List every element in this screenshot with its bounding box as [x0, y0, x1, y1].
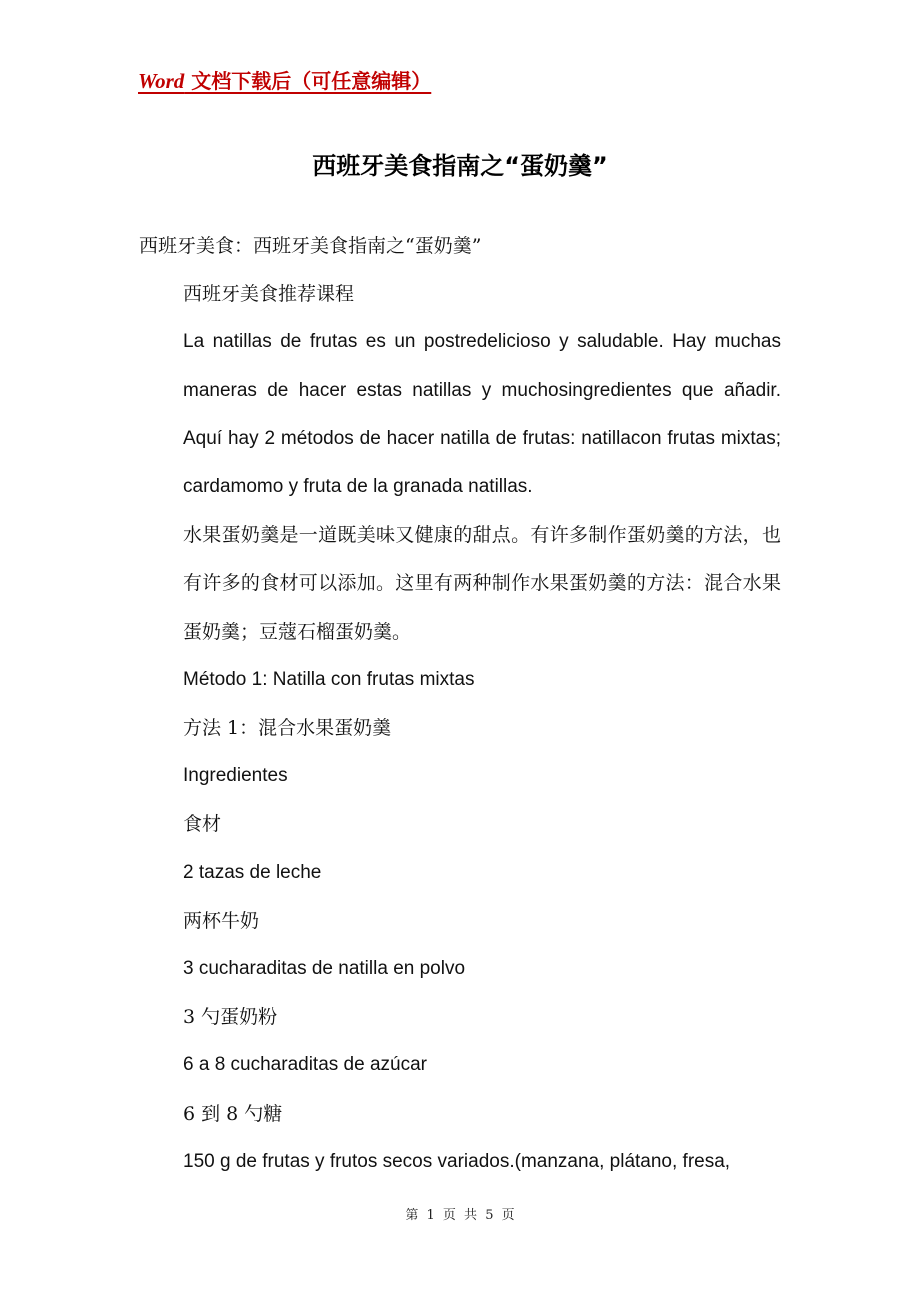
method-heading-zh: 方法 1：混合水果蛋奶羹 — [183, 717, 392, 740]
ingredients-heading-es: Ingredientes — [183, 765, 288, 787]
paragraph-course: 西班牙美食推荐课程 — [183, 283, 355, 306]
method-heading-es: Método 1: Natilla con frutas mixtas — [183, 668, 475, 690]
download-header — [138, 66, 431, 96]
header-brand: Word — [138, 69, 185, 93]
paragraph-chinese-intro: 水果蛋奶羹是一道既美味又健康的甜点。有许多制作蛋奶羹的方法，也有许多的食材可以添加。这里有两种制作水果蛋奶羹的方法：混合水果蛋奶羹；豆蔻石榴蛋奶羹。 — [183, 524, 781, 643]
document-body — [139, 222, 781, 1186]
ingredient-powder-zh: 3 勺蛋奶粉 — [183, 1006, 278, 1029]
ingredient-sugar-zh: 6 到 8 勺糖 — [183, 1102, 283, 1125]
ingredient-sugar-es: 6 a 8 cucharaditas de azúcar — [183, 1054, 427, 1076]
paragraph-spanish-intro: La natillas de frutas es un postredelicioso y saludable. Hay muchas maneras de hacer estas natillas y muchosingredientes que añadir. Aquí hay 2 métodos de hacer natilla de frutas: natillacon frutas mixtas; cardamomo y fruta de la granada natillas. — [183, 331, 781, 498]
ingredient-milk-es: 2 tazas de leche — [183, 861, 322, 883]
page-footer: 第 1 页 共 5 页 — [405, 1208, 515, 1223]
header-text: 文档下载后（可任意编辑） — [184, 69, 432, 93]
document-title: 西班牙美食指南之“蛋奶羹” — [312, 152, 608, 180]
paragraph-subtitle: 西班牙美食：西班牙美食指南之“蛋奶羹” — [139, 235, 482, 257]
ingredient-milk-zh: 两杯牛奶 — [183, 909, 260, 932]
ingredients-heading-zh: 食材 — [183, 813, 222, 836]
ingredient-fruits-es: 150 g de frutas y frutos secos variados.(manzana, plátano, fresa, — [183, 1150, 731, 1172]
ingredient-powder-es: 3 cucharaditas de natilla en polvo — [183, 958, 466, 980]
